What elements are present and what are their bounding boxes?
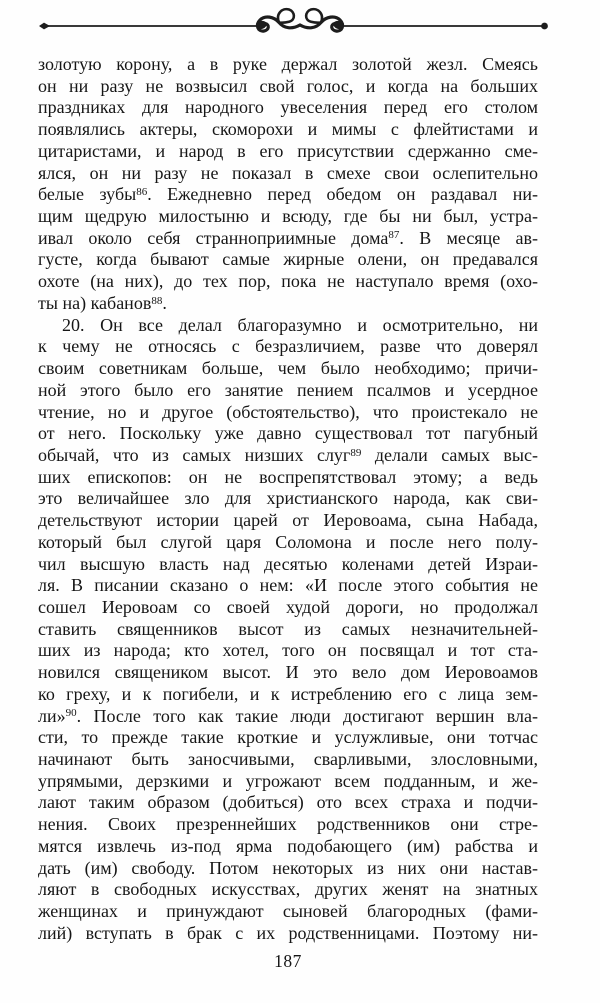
text-line: ставить священников высот из самых незначительней- [38,618,538,639]
text-line: праздниках для народного увеселения перед его столом [38,97,538,118]
text-line: охоте (на них), до тех пор, пока не наступало время (охо- [38,271,538,292]
text-line: сошел Иеровоам со своей худой дороги, но продолжал [38,596,538,617]
page-number: 187 [274,951,302,971]
text-line: ты на) кабанов$^{88}$. [38,292,167,313]
footnote-ref: 90 [65,707,77,720]
text-line: золотую корону, а в руке держал золотой жезл. Смеясь [38,54,538,74]
text-line: лий) вступать в брак с их родственницами. Поэтому ни- [38,922,538,943]
text-line: это величайшее зло для христианского народа, как сви- [38,488,538,509]
text-line: ялся, он ни разу не показал в смехе свои ослепительно [38,162,538,183]
text-line: обычай, что из самых низших слуг$^{89}$ делали самых выс- [38,444,538,465]
text-line: ших епископов: он не воспрепятствовал этому; а ведь [38,466,538,487]
text-line: своим советникам больше, чем было необходимо; причи- [38,358,538,379]
text-line: цитаристами, и народ в его присутствии сдержанно сме- [38,140,538,161]
text-line: чтение, но и другое (обстоятельство), что проистекало не [38,401,538,422]
text-line: чил высшую власть над десятью коленами детей Израи- [38,553,538,574]
text-line: 20. Он все делал благоразумно и осмотрительно, ни [62,314,538,335]
text-line: детельствуют истории царей от Иеровоама, сына Набада, [38,510,538,531]
text-line: густе, когда бывают самые жирные олени, он предавался [38,249,538,270]
text-block [38,54,538,944]
text-line: к чему не относясь с безразличием, разве что доверял [38,336,538,357]
text-line: ляют в свободных искусствах, других женят на знатных [38,879,538,900]
text-line: женщинах и принуждают сыновей благородных (фами- [38,901,538,922]
footnote-ref: 86 [136,186,148,199]
calligraphic-flourish-divider-icon [0,0,600,52]
footnote-ref: 89 [350,446,362,459]
text-line: начинают быть заносчивыми, сварливыми, злословными, [38,749,538,769]
text-line: сти, то прежде такие кроткие и услужливые, они тотчас [38,727,538,748]
text-line: нения. Своих презреннейших родственников они стре- [38,814,538,835]
text-line: появлялись актеры, скоморохи и мимы с флейтистами и [38,119,538,140]
text-line: лают таким образом (добиться) ото всех страха и подчи- [38,792,538,813]
text-line: ко греху, и к погибели, и к истреблению его с лица зем- [38,683,538,704]
text-line: ля. В писании сказано о нем: «И после этого события не [38,575,538,596]
text-line: ной этого было его занятие пением псалмов и усердное [38,379,538,400]
text-line: мятся извлечь из-под ярма подобающего (им) рабства и [38,835,538,856]
header-ornament [0,0,600,52]
text-line: от него. Поскольку уже давно существовал тот пагубный [38,423,538,444]
text-line: щим щедрую милостыню и всюду, где бы ни был, устра- [38,206,538,227]
text-line: упрямыми, дерзкими и угрожают всем подданным, и же- [38,770,538,791]
text-line: который был слугой царя Соломона и после него полу- [38,531,538,552]
text-line: ших из народа; кто хотел, того он посвящал и тот ста- [38,640,538,661]
text-line: он ни разу не возвысил свой голос, и когда на больших [38,75,538,96]
footnote-ref: 88 [151,294,163,307]
text-line: ли»$^{90}$. После того как такие люди достигают вершин вла- [38,705,538,726]
footnote-ref: 87 [388,229,400,242]
text-line: новился священиком высот. И это вело дом Иеровоамов [38,662,538,683]
text-line: белые зубы$^{86}$. Ежедневно перед обедом он раздавал ни- [38,184,538,205]
text-line: ивал около себя странноприимные дома$^{87}$. В месяце ав- [38,227,538,248]
text-line: дать (им) свободу. Потом некоторых из них они настав- [38,857,538,878]
